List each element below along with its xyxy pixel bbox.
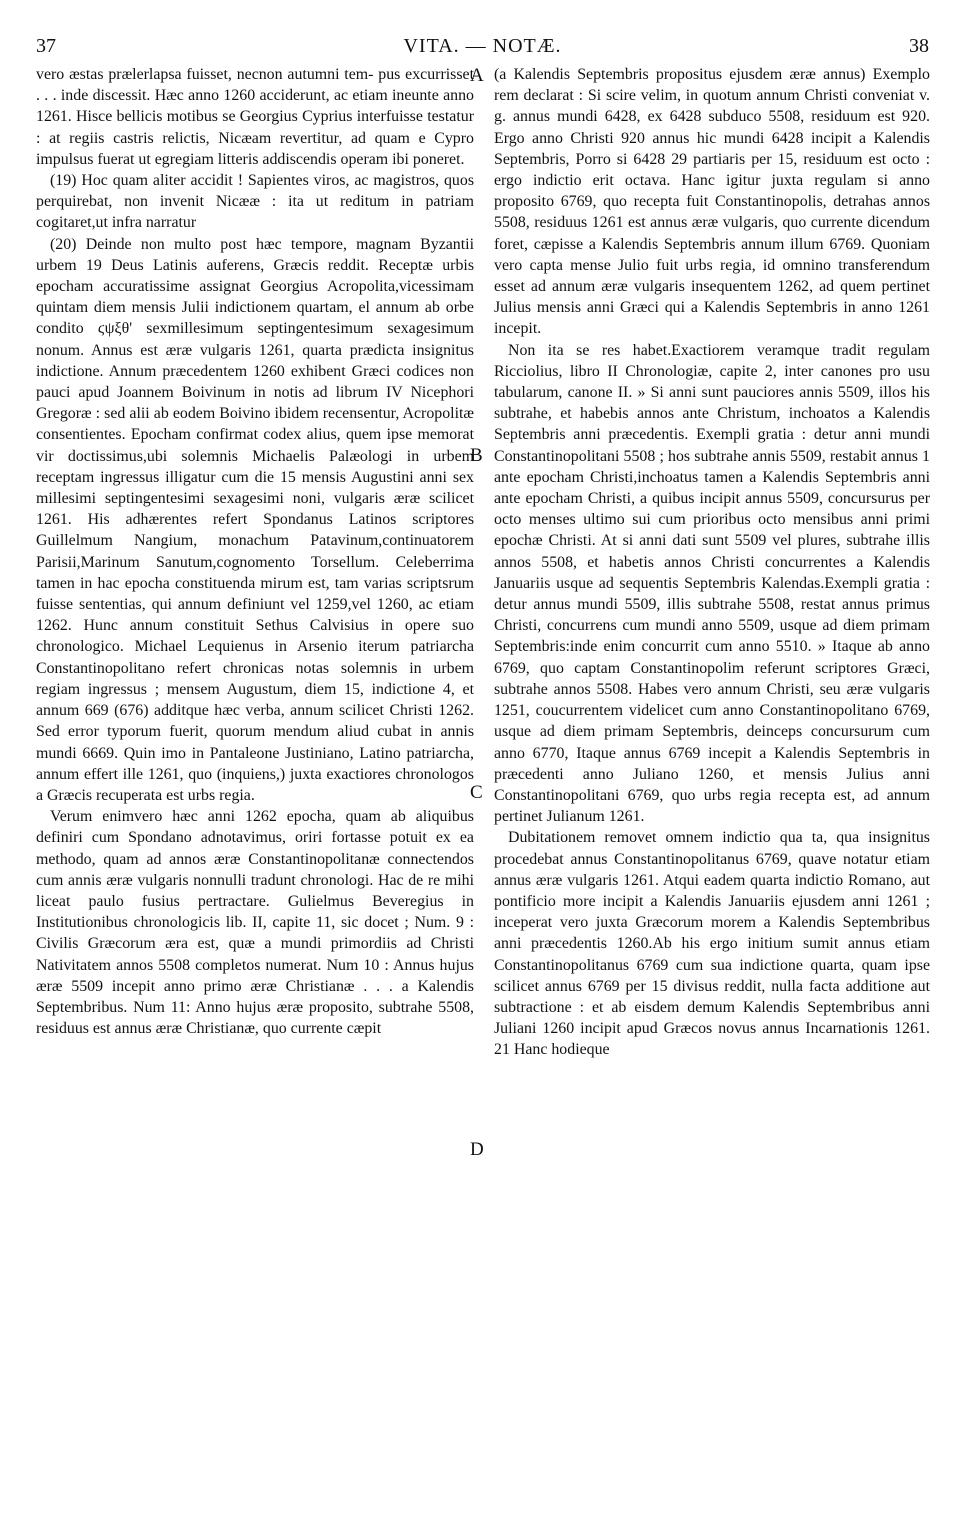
paragraph: Verum enimvero hæc anni 1262 epocha, quam ab aliquibus definiri cum Spondano adnotavimus, oriri fortasse potuit ex ea methodo, quam ad annos æræ Constantinopolitanæ connectendos cum annis æræ vulgaris nonnulli tradunt chronologi. Hac de re mihi liceat paulo fusius pertractare. Gulielmus Beveregius in Institutionibus chronologicis lib. II, capite 11, sic docet ; Num. 9 : Civilis Græcorum æra est, quæ a mundi primordiis ad Christi Nativitatem annos 5508 completos numerat. Num 10 : Annus hujus æræ 5509 incepit anno primo æræ Christianæ . . . a Kalendis Septembribus. Num 11: Anno hujus æræ proposito, subtrahe 5508, residuus est annus æræ Christianæ, quo currente cæpit [36, 808, 474, 1038]
page-number-left: 37 [36, 35, 56, 57]
margin-letter-d: D [470, 1139, 484, 1160]
margin-letter-b: B [470, 445, 483, 466]
paragraph: vero æstas prælerlapsa fuisset, necnon autumni tem- pus excurrisset . . . inde discessit. Hæc anno 1260 acciderunt, ac etiam ineunte anno 1261. Hisce bellicis motibus se Georgius Cyprius interfuisse testatur : at regiis castris relictis, Nicæam revertitur, ad quam e Cypro impulsus fuerat ut egregiam litteris addiscendis operam ibi poneret. [36, 66, 474, 168]
margin-letter-c: C [470, 782, 483, 803]
margin-letter-a: A [470, 65, 484, 86]
left-column [36, 64, 474, 1039]
running-title: VITA. — NOTÆ. [403, 35, 562, 57]
paragraph: Dubitationem removet omnem indictio qua ta, qua insignitus procedebat annus Constantinopolitanus 6769, quave notatur etiam annus æræ vulgaris 1261. Atqui eadem quarta indictio Romano, aut pontificio more incipit a Kalendis Januariis ejusdem anni 1261 ; inceperat vero juxta Græcorum morem a Kalendis Septembribus anni præcedentis 1260.Ab his ergo initium sumit annus etiam Constantinopolitanus 6769 cum sua indictione quarta, quam ipse scilicet annus 6769 per 15 divisus reddit, nulla facta additione aut subtractione : et ab eisdem demum Kalendis Septembribus anni Juliani 1260 incipit apud Græcos novus annus Incarnationis 1261. 21 Hanc hodieque [494, 829, 930, 1059]
page-number-right: 38 [909, 35, 929, 57]
paragraph: (a Kalendis Septembris propositus ejusdem æræ annus) Exemplo rem declarat : Si scire velim, in quotum annum Christi conveniat v. g. annus mundi 6428, ex 6428 subduco 5508, residuum est 920. Ergo anno Christi 920 annus hic mundi 6428 incipit a Kalendis Septembris, Porro si 6428 29 partiaris per 15, residuum est octo : ergo indictio erit octava. Hanc igitur juxta regulam si anno proposito 6769, quo recepta fuit Constantinopolis, detrahas annos 5508, residuus 1261 est annus æræ vulgaris, quo currente dicendum foret, cæpisse a Kalendis Septembris annum illum 6769. Quoniam vero capta mense Julio fuit urbs regia, id omnino transferendum esset ad annum æræ vulgaris insequentem 1262, ad quem pertinet Julius mensis anni Græci qui a Kalendis Septembris in anno 1261 incepit. [494, 66, 930, 338]
paragraph: (19) Hoc quam aliter accidit ! Sapientes viros, ac magistros, quos perquirebat, non invenit Nicææ : ita ut reditum in patriam cogitaret,ut infra narratur [36, 172, 474, 232]
right-column [494, 64, 930, 1061]
paragraph: Non ita se res habet.Exactiorem veramque tradit regulam Ricciolius, libro II Chronologiæ, capite 2, inter canones pro usu tabularum, canone II. » Si anni sunt pauciores annis 5509, illos his subtrahe, et habebis annos ante Christum, inchoatos a Kalendis Septembris anni præcedentis. Exempli gratia : detur anni mundi Constantinopolitani 5508 ; hos subtrahe annis 5509, restabit annus 1 ante epocham Christi,inchoatus tamen a Kalendis Septembris anni ante epocham Christi, a quibus incipit annus 5509, concursurus per octo menses ultimo sui cum prioribus octo mensibus anni primi epochæ Christi. At si anni dati sunt 5509 vel plures, subtrahe illis annos 5508, et habetis annos Christi concurrentes a Kalendis Januariis usque ad sequentis Septembris Kalendas.Exempli gratia : detur annus mundi 5509, illis subtrahe 5508, restat annus primus Christi, concurrens cum mundi anno 5509, usque ad diem primam Septembris:inde enim concurrit cum anno 5510. » Itaque ab anno 6769, quo captam Constantinopolim referunt scriptores Græci, subtrahe annos 5508. Habes vero annum Christi, seu æræ vulgaris 1251, coucurrentem videlicet cum anno Constantinopolitano 6769, usque ad diem primam Septembris, deinceps concursurum cum anno 6770, Itaque annus 6769 incepit a Kalendis Septembris in præcedenti anno Juliano 1260, et mensis Julius anni Constantinopolitani 6769, quo urbs regia recepta est, ad annum pertinet Julianum 1261. [494, 341, 930, 826]
paragraph: (20) Deinde non multo post hæc tempore, magnam Byzantii urbem 19 Deus Latinis auferens, Græcis reddit. Receptæ urbis epocham accuratissime assignat Georgius Acropolita,vicessimam quintam diem mensis Julii indictionem quartam, el annum ab orbe condito ϛψξθ' sexmillesimum septingentesimum sexagesimum nonum. Annus est æræ vulgaris 1261, quarta prædicta insignitus indictione. Annum præcedentem 1260 exhibent Græci codices non pauci apud Joannem Boivinum in notis ad librum IV Nicephori Gregoræ : sed alii ab eodem Boivino ibidem recensentur, Acropolitæ consentientes. Epocham confirmat codex alius, quem ipse memorat vir doctissimus,ubi solemnis Michaelis Palæologi in urbem receptam ingressus illigatur cum die 15 mensis Augustini anni sex millesimi septingentesimi sexagesimi noni, vulgaris æræ scilicet 1261. His adhærentes refert Spondanus Latinos scriptores Guillelmum Nangium, monachum Patavinum,continuatorem Parisii,Marinum Sanutum,cognomento Torsellum. Celeberrima tamen in hac epocha constituenda mirum est, tam varias scriptsrum fuisse sententias, qui annum definiunt vel 1259,vel 1260, ac etiam 1262. Hunc annum constituit Sethus Calvisius in opere suo chronologico. Michael Lequienus in Arsenio iterum patriarcha Constantinopolitano refert chronicas notas solemnis in urbem regiam ingressus ; mensem Augustum, diem 15, indictione 4, et annum 669 (676) additque hæc verba, annum scilicet Christi 1262. Sed error typorum fuerit, quorum mendum aliud cubat in annis mundi 6669. Quin imo in Pantaleone Justiniano, Latino patriarcha, annum effert ille 1261, quo (inquiens,) juxta exactiores chronologos a Græcis recuperata est urbs regia. [36, 235, 474, 804]
